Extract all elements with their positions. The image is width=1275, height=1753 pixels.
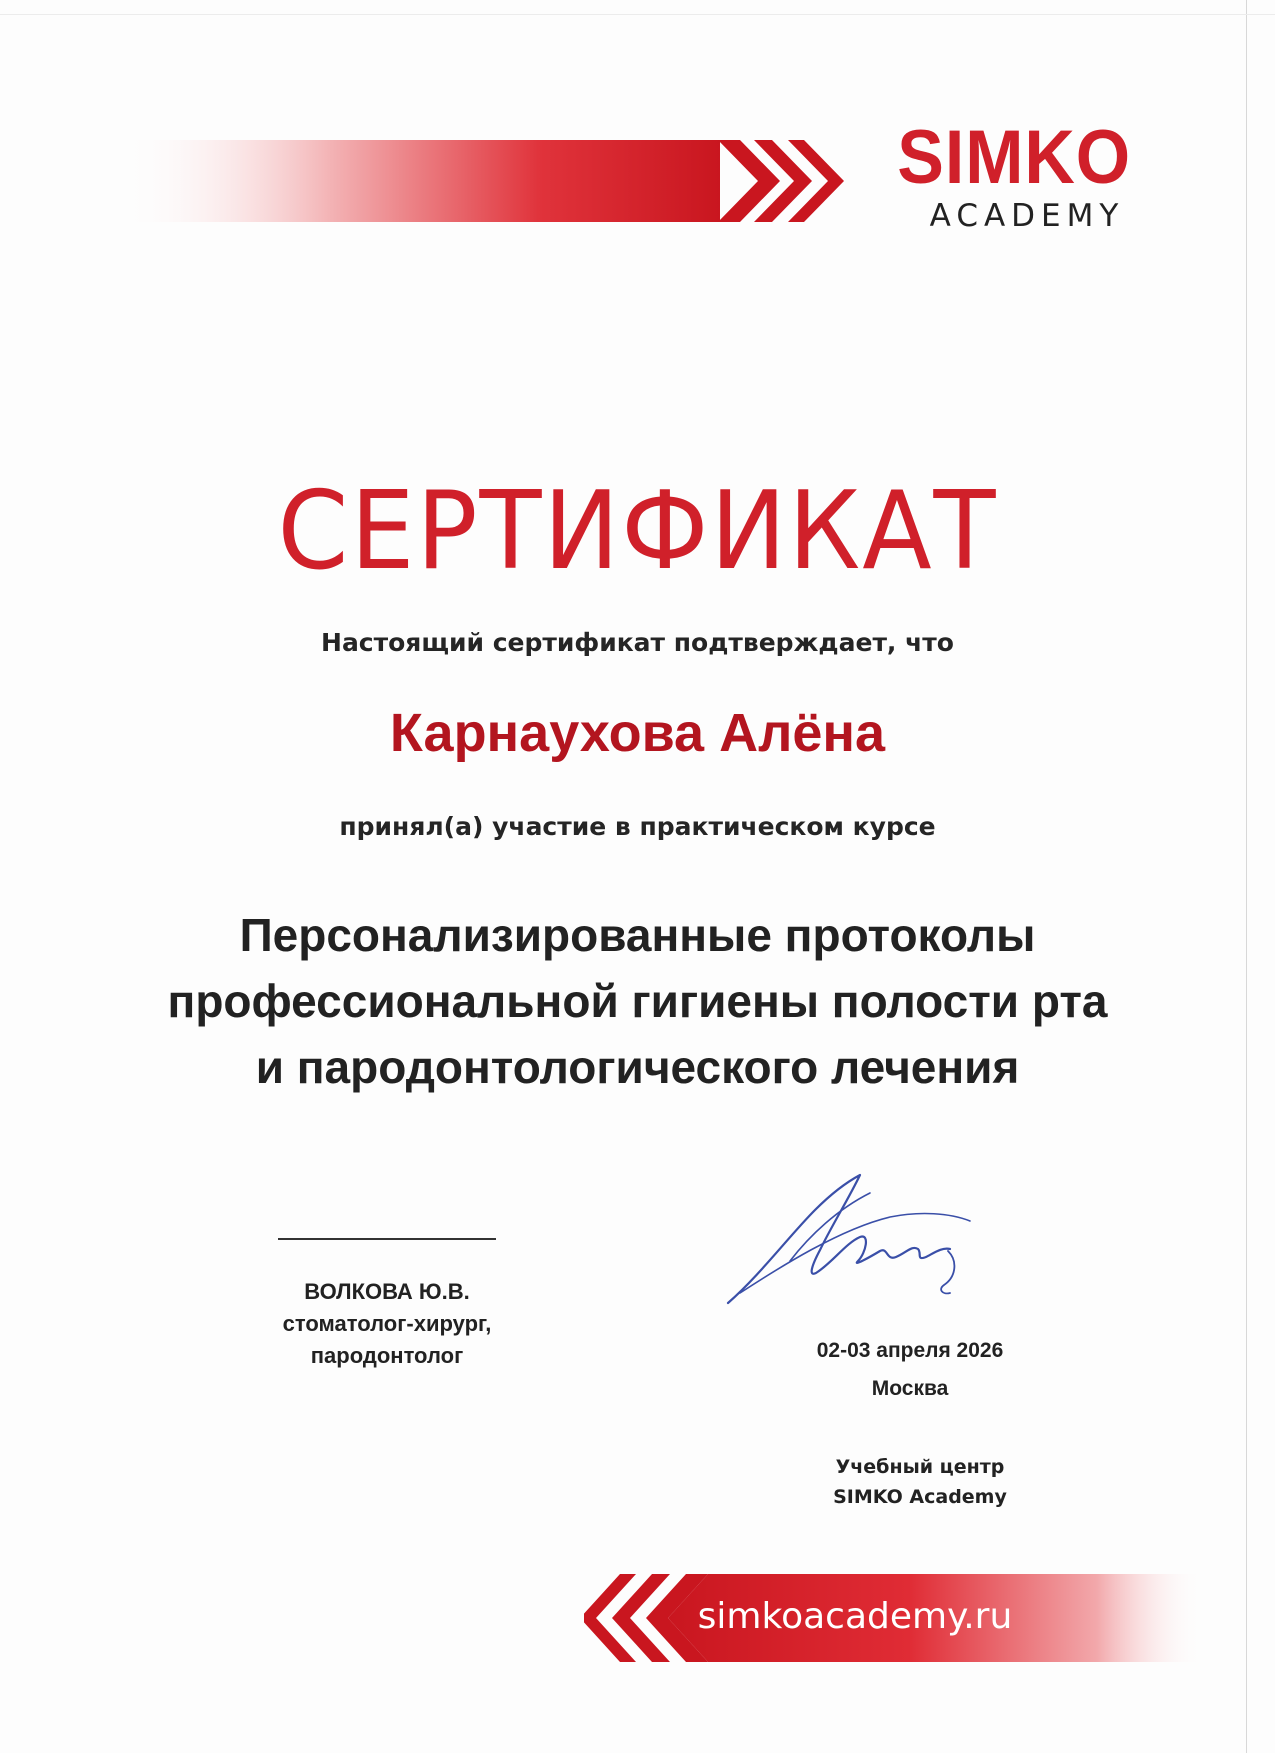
course-line: и пародонтологического лечения (255, 1041, 1020, 1093)
scan-edge (1246, 0, 1247, 1753)
organizer-line: Учебный центр (835, 1456, 1005, 1478)
course-title (60, 902, 1215, 1100)
scan-edge-top (0, 14, 1275, 15)
logo-academy: ACADEMY (929, 198, 1125, 234)
handwritten-signature (720, 1165, 990, 1315)
organizer-block (770, 1452, 1070, 1512)
participation-text: принял(а) участие в практическом курсе (339, 812, 936, 841)
instructor-block (220, 1276, 554, 1372)
footer-url: simkoacademy.ru (697, 1596, 1013, 1637)
event-dates: 02-03 апреля 2026 (816, 1339, 1004, 1362)
instructor-name: ВОЛКОВА Ю.В. (304, 1279, 470, 1304)
course-line: профессиональной гигиены полости рта (167, 975, 1108, 1027)
signature-line (278, 1238, 496, 1240)
instructor-role: пародонтолог (310, 1343, 464, 1368)
organizer-line: SIMKO Academy (833, 1486, 1007, 1508)
course-line: Персонализированные протоколы (239, 909, 1036, 961)
logo-simko: SIMKO (897, 115, 1132, 200)
event-block (760, 1332, 1060, 1408)
recipient-name: Карнаухова Алёна (389, 703, 886, 763)
confirm-text: Настоящий сертификат подтверждает, что (321, 628, 954, 657)
header-banner (120, 130, 860, 230)
instructor-role: стоматолог-хирург, (282, 1311, 492, 1336)
certificate-title: СЕРТИФИКАТ (277, 469, 998, 594)
event-city: Москва (871, 1377, 949, 1400)
header-banner-bar (120, 140, 720, 222)
